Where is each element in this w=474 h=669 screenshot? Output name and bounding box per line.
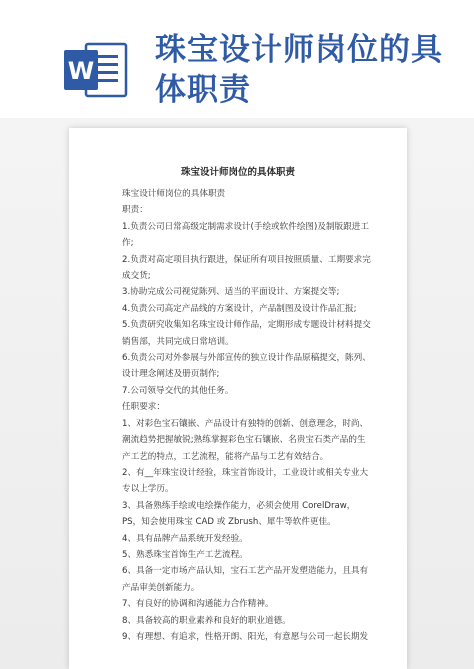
doc-line-req-2: 2、有__年珠宝设计经验，珠宝首饰设计，工业设计或相关专业大专以上学历。 (122, 467, 369, 495)
doc-line-duties-label: 职责： (122, 205, 148, 216)
header-banner (0, 0, 474, 125)
doc-line-req-9: 9、有理想、有追求，性格开朗、阳光，有意愿与公司一起长期发 (122, 631, 369, 642)
document-page (69, 128, 407, 669)
doc-line-req-3: 3、具备熟练手绘或电绘操作能力，必须会使用 CorelDraw，PS，知会使用珠宝 CAD 或 Zbrush、犀牛等软件更佳。 (122, 500, 356, 528)
doc-line-requirements-label: 任职要求： (122, 402, 165, 413)
doc-line-heading: 珠宝设计师岗位的具体职责 (122, 189, 226, 199)
doc-line-req-5: 5、熟悉珠宝首饰生产工艺流程。 (122, 549, 248, 560)
doc-line-req-6: 6、具备一定市场产品认知，宝石工艺产品开发塑造能力，且具有产品审美创新能力。 (122, 566, 369, 593)
doc-line-duty-3: 3.协助完成公司视觉陈列、适当的平面设计、方案提交等; (122, 287, 340, 298)
doc-line-req-8: 8、具备较高的职业素养和良好的职业道德。 (122, 615, 291, 626)
doc-line-req-4: 4、具有品牌产品系统开发经验。 (122, 533, 248, 544)
doc-line-duty-4: 4.负责公司高定产品线的方案设计，产品制图及设计作品汇报; (122, 303, 357, 314)
doc-line-duty-5: 5.负责研究收集知名珠宝设计师作品，定期形成专题设计材料提交销售部，共同完成日常培训。 (122, 320, 371, 347)
doc-line-duty-2: 2.负责对高定项目执行跟进，保证所有项目按照质量、工期要求完成交货; (122, 254, 371, 282)
doc-line-req-1: 1、对彩色宝石镶嵌、产品设计有独特的创新、创意理念，时尚、潮流趋势把握敏锐;熟练掌握彩色宝石镶嵌、名贵宝石类产品的生产工艺的特点，工艺流程，能将产品与工艺有效结合。 (122, 418, 369, 462)
word-icon-letter: W (67, 57, 95, 85)
document-body (122, 186, 372, 645)
document-title: 珠宝设计师岗位的具体职责 (180, 167, 295, 178)
doc-line-duty-6: 6.负责公司对外参展与外部宣传的独立设计作品原稿提交，陈列、设计理念阐述及册页制作; (122, 353, 371, 380)
doc-line-req-7: 7、有良好的协调和沟通能力合作精神。 (122, 599, 274, 610)
page-title: 珠宝设计师岗位的具体职责 (155, 32, 443, 108)
doc-line-duty-1: 1.负责公司日常高级定制需求设计(手绘或软件绘图)及制版跟进工作; (122, 221, 369, 249)
word-document-icon (62, 38, 130, 102)
doc-line-duty-7: 7.公司领导交代的其他任务。 (122, 385, 234, 396)
